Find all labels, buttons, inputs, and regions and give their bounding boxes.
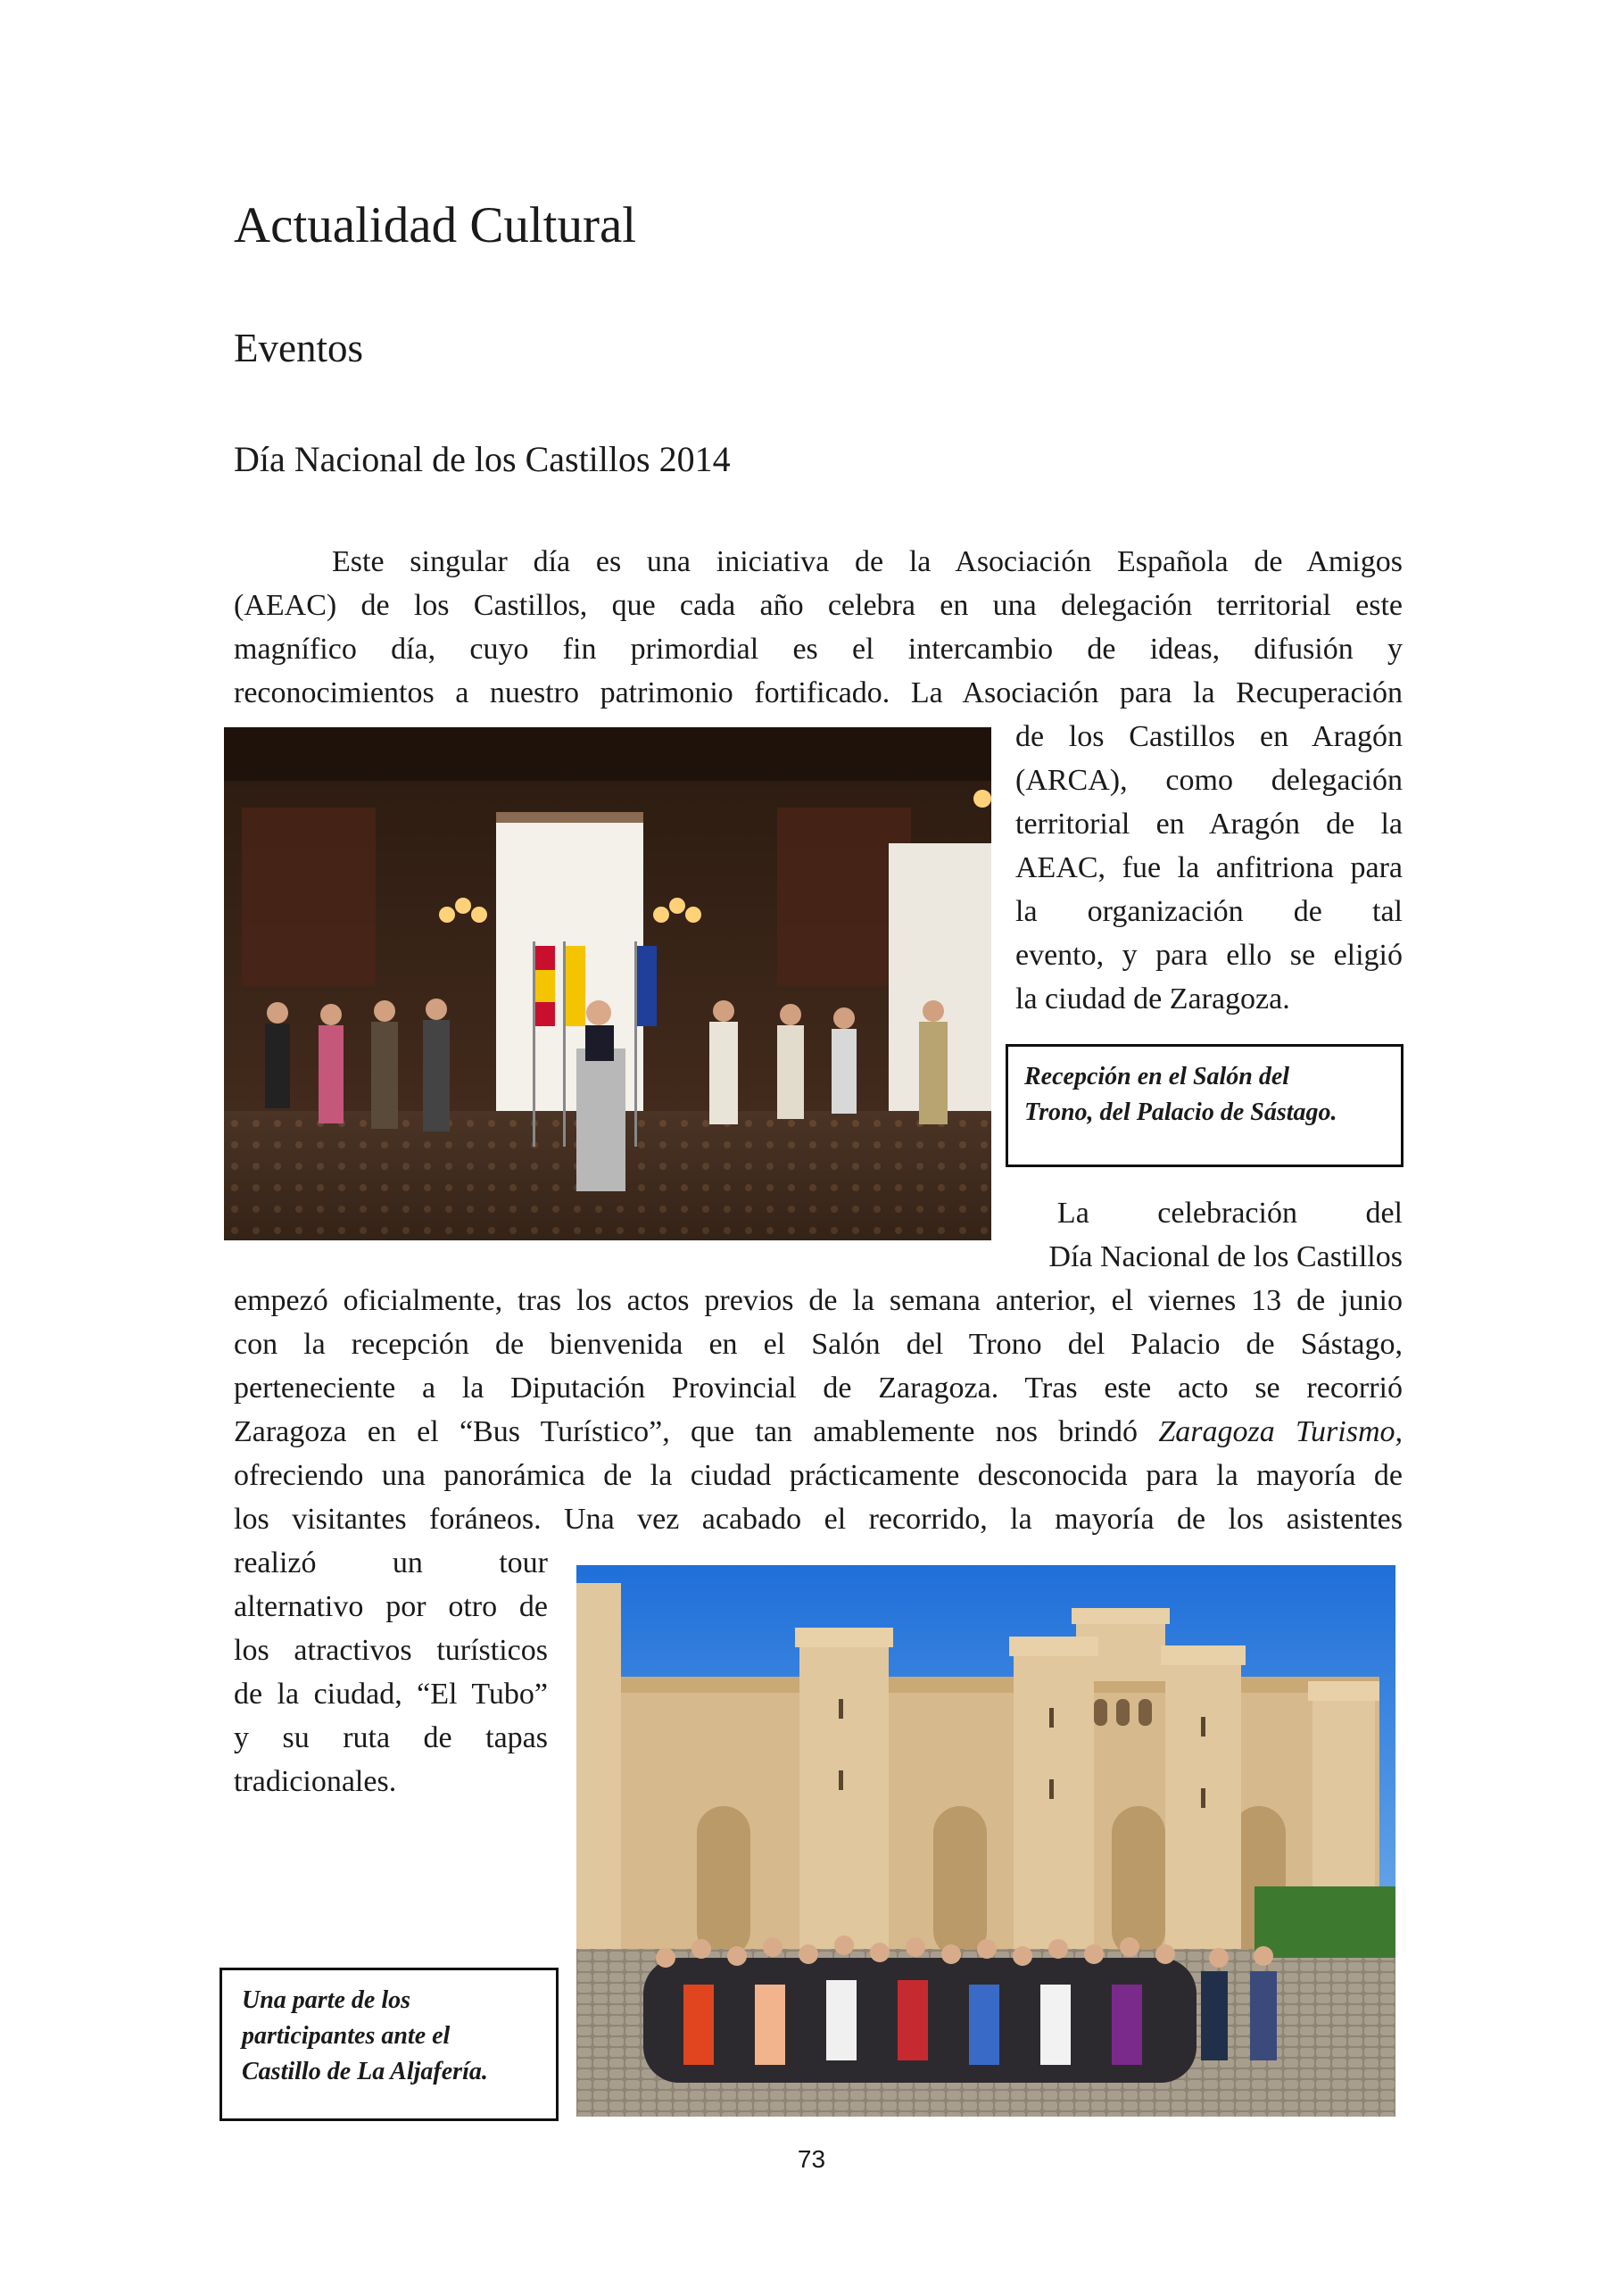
text-line: de los Castillos en Aragón: [1015, 720, 1403, 753]
text-line: con la recepción de bienvenida en el Salón del Trono del Palacio de Sástago,: [234, 1328, 1403, 1361]
text-line: y su ruta de tapas: [234, 1721, 548, 1754]
italic-text: Zaragoza Turismo,: [1158, 1415, 1403, 1448]
text-line: los atractivos turísticos: [234, 1634, 548, 1667]
text-line: empezó oficialmente, tras los actos previos de la semana anterior, el viernes 13 de junio: [234, 1284, 1403, 1317]
castle-caption: [219, 1968, 559, 2121]
text-line: territorial en Aragón de la: [1015, 808, 1403, 841]
page-title: Actualidad Cultural: [234, 197, 637, 253]
text-line: alternativo por otro de: [234, 1590, 548, 1623]
caption-line: Recepción en el Salón del: [1024, 1063, 1290, 1090]
text-fragment: Zaragoza en el “Bus Turístico”, que tan amablemente nos brindó: [234, 1415, 1159, 1448]
text-line: tradicionales.: [234, 1765, 397, 1798]
paragraph-2-left-column: [234, 1541, 548, 1803]
paragraph-2-full: [234, 1279, 1403, 1541]
text-line-fragment: La celebración del: [1056, 1197, 1403, 1230]
text-line: Este singular día es una iniciativa de la Asociación Española de Amigos: [332, 545, 1403, 578]
castle-group-photo: [576, 1565, 1395, 2117]
text-line: (AEAC) de los Castillos, que cada año celebra en una delegación territorial este: [234, 589, 1403, 622]
paragraph-2-column: [1015, 1191, 1403, 1279]
text-line: la organización de tal: [1015, 895, 1403, 928]
text-line: perteneciente a la Diputación Provincial de Zaragoza. Tras este acto se recorrió: [234, 1372, 1403, 1405]
caption-line: participantes ante el: [242, 2022, 451, 2050]
article-heading: Día Nacional de los Castillos 2014: [234, 439, 731, 479]
text-line: realizó un tour: [234, 1546, 548, 1579]
text-line: Día Nacional de los Castillos: [1048, 1240, 1403, 1273]
caption-line: Castillo de La Aljafería.: [242, 2058, 488, 2085]
page-number: 73: [797, 2145, 826, 2173]
text-line: AEAC, fue la anfitriona para: [1015, 851, 1403, 884]
text-line: ofreciendo una panorámica de la ciudad prácticamente desconocida para la mayoría de: [234, 1459, 1403, 1492]
section-heading: Eventos: [234, 326, 363, 370]
text-line: magnífico día, cuyo fin primordial es el intercambio de ideas, difusión y: [234, 633, 1403, 666]
text-line: evento, y para ello se eligió: [1015, 939, 1403, 972]
text-line: los visitantes foráneos. Una vez acabado el recorrido, la mayoría de los asistentes: [234, 1503, 1403, 1536]
text-line: la ciudad de Zaragoza.: [1015, 982, 1290, 1015]
reception-caption: [1006, 1044, 1404, 1167]
caption-line: Una parte de los: [242, 1986, 410, 2014]
text-line: (ARCA), como delegación: [1015, 764, 1403, 797]
text-line: [1015, 1191, 1403, 1235]
paragraph-1-column: [1015, 715, 1403, 1021]
caption-line: Trono, del Palacio de Sástago.: [1024, 1098, 1337, 1126]
reception-photo: [224, 727, 991, 1240]
text-line: reconocimientos a nuestro patrimonio fortificado. La Asociación para la Recuperación: [234, 676, 1403, 709]
paragraph-1-full: [234, 540, 1403, 715]
text-line: [234, 1410, 1403, 1454]
text-line: de la ciudad, “El Tubo”: [234, 1678, 548, 1711]
